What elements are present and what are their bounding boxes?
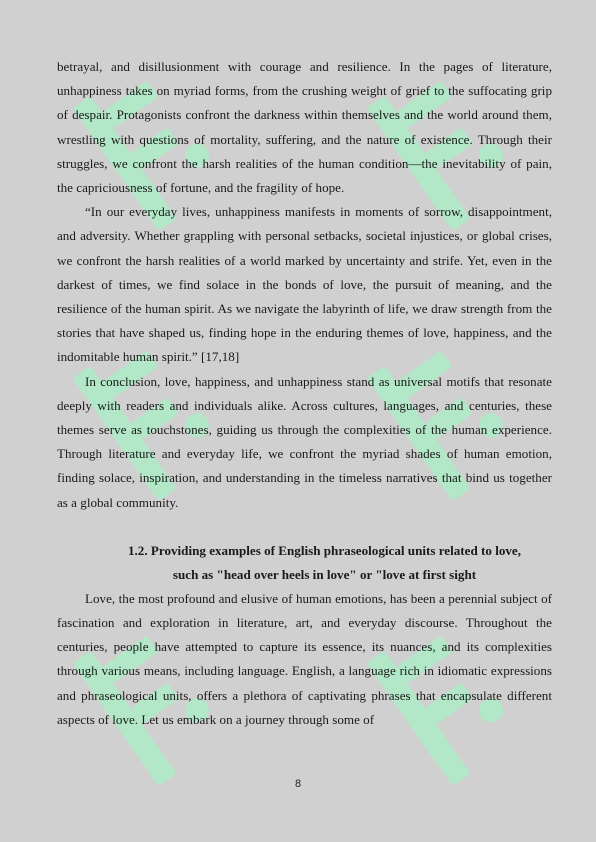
section-heading-line-2: such as "head over heels in love" or "love at first sight xyxy=(172,566,477,582)
paragraph-quote: “In our everyday lives, unhappiness manifests in moments of sorrow, disappointment, and adversity. Whether grappling with personal setbacks, societal injustices, or global crises, we confront the harsh realities of a world marked by uncertainty and strife. Yet, even in the darkest of times, we find solace in the bonds of love, the pursuit of meaning, and the resilience of the human spirit. As we navigate the labyrinth of life, we draw strength from the stories that have shaped us, finding hope in the enduring themes of love, happiness, and the indomitable human spirit.” [17,18] xyxy=(57,204,552,365)
paragraph-love-intro: Love, the most profound and elusive of human emotions, has been a perennial subject of fascination and exploration in literature, art, and everyday discourse. Throughout the centuries, people have attempted to capture its essence, its nuances, and its complexities through various means, including language. English, a language rich in idiomatic expressions and phraseological units, offers a plethora of captivating phrases that encapsulate different aspects of love. Let us embark on a journey through some of xyxy=(57,590,552,727)
paragraph-conclusion: In conclusion, love, happiness, and unhappiness stand as universal motifs that resonate deeply with readers and individuals alike. Across cultures, languages, and centuries, these themes serve as touchstones, guiding us through the complexities of the human experience. Through literature and everyday life, we confront the myriad shades of human emotion, finding solace, inspiration, and understanding in the timeless narratives that bind us together as a global community. xyxy=(57,373,552,510)
page-number: 8 xyxy=(294,778,302,790)
document-body xyxy=(57,55,552,732)
section-heading-line-1: 1.2. Providing examples of English phraseological units related to love, xyxy=(127,542,522,558)
paragraph-continuation: betrayal, and disillusionment with courage and resilience. In the pages of literature, unhappiness takes on myriad forms, from the crushing weight of grief to the suffocating grip of despair. Protagonists confront the darkness within themselves and the world around them, wrestling with questions of mortality, suffering, and the nature of existence. Through their struggles, we confront the harsh realities of the human condition—the inevitability of pain, the capriciousness of fortune, and the fragility of hope. xyxy=(57,59,552,196)
section-spacer xyxy=(57,515,552,539)
